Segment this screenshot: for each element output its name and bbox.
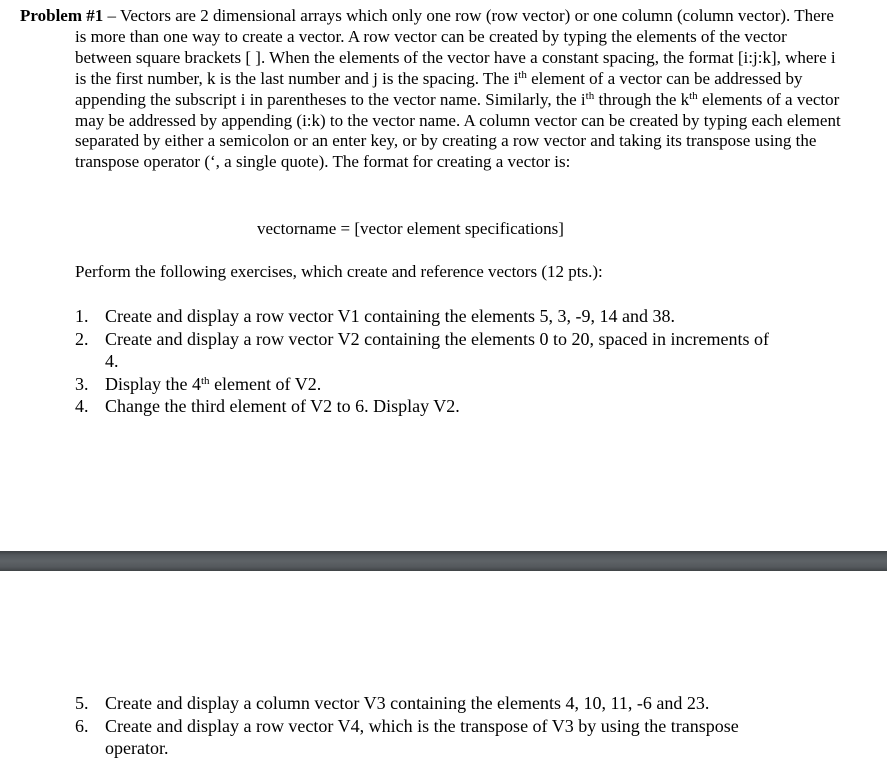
exercise-intro: Perform the following exercises, which create and reference vectors (12 pts.):	[75, 262, 603, 281]
list-item	[75, 715, 775, 760]
item-number: 5.	[75, 693, 89, 713]
problem-text: Vectors are 2 dimensional arrays which only one row (row vector) or one column (column vector). There is more than one way to create a vector. A row vector can be created by typing the elements of the vector between square brackets [ ]. When the elements of the vector have a constant spacing, the format [i:j:k], where i is the first number, k is the last number and j is the spacing. The i	[75, 6, 836, 88]
item-text: Create and display a row vector V1 containing the elements 5, 3, -9, 14 and 38.	[105, 306, 676, 326]
list-item	[75, 692, 775, 715]
superscript: th	[201, 374, 210, 387]
list-item	[75, 395, 775, 418]
problem-text: element of a vector can be addressed by appending the subscript i in parentheses to the vector name. Similarly, the i	[75, 68, 803, 109]
problem-paragraph	[20, 6, 845, 173]
item-number: 4.	[75, 396, 89, 417]
item-number: 2.	[75, 328, 89, 349]
problem-text: elements of a vector may be addressed by appending (i:k) to the vector name. A column vector can be created by typing each element separated by either a semicolon or an enter key, or by creating a row vector and taking its transpose using the transpose operator (‘, a single quote). The format for creating a vector is:	[75, 89, 841, 172]
list-item	[75, 373, 775, 396]
page-divider	[0, 551, 887, 571]
item-number: 1.	[75, 306, 89, 326]
item-number: 6.	[75, 715, 89, 736]
superscript: th	[518, 68, 527, 81]
item-number: 3.	[75, 373, 89, 394]
superscript: th	[689, 89, 698, 102]
list-item	[75, 328, 775, 373]
list-item	[75, 305, 775, 328]
item-text: Change the third element of V2 to 6. Display V2.	[105, 396, 460, 417]
item-text: Display the 4	[105, 373, 201, 394]
exercise-list-continued	[75, 692, 775, 760]
problem-label: Problem #1	[20, 6, 104, 25]
item-text: element of V2.	[209, 373, 322, 394]
superscript: th	[585, 89, 595, 102]
item-text: Create and display a column vector V3 containing the elements 4, 10, 11, -6 and 23.	[105, 693, 710, 713]
item-text: Create and display a row vector V2 containing the elements 0 to 20, spaced in increments of 4.	[105, 328, 769, 372]
exercise-list	[75, 305, 775, 418]
item-text: Create and display a row vector V4, which is the transpose of V3 by using the transpose operator.	[105, 715, 739, 759]
vector-format-formula: vectorname = [vector element specifications]	[257, 219, 564, 238]
problem-text: through the k	[594, 89, 690, 109]
problem-dash: –	[103, 6, 120, 25]
